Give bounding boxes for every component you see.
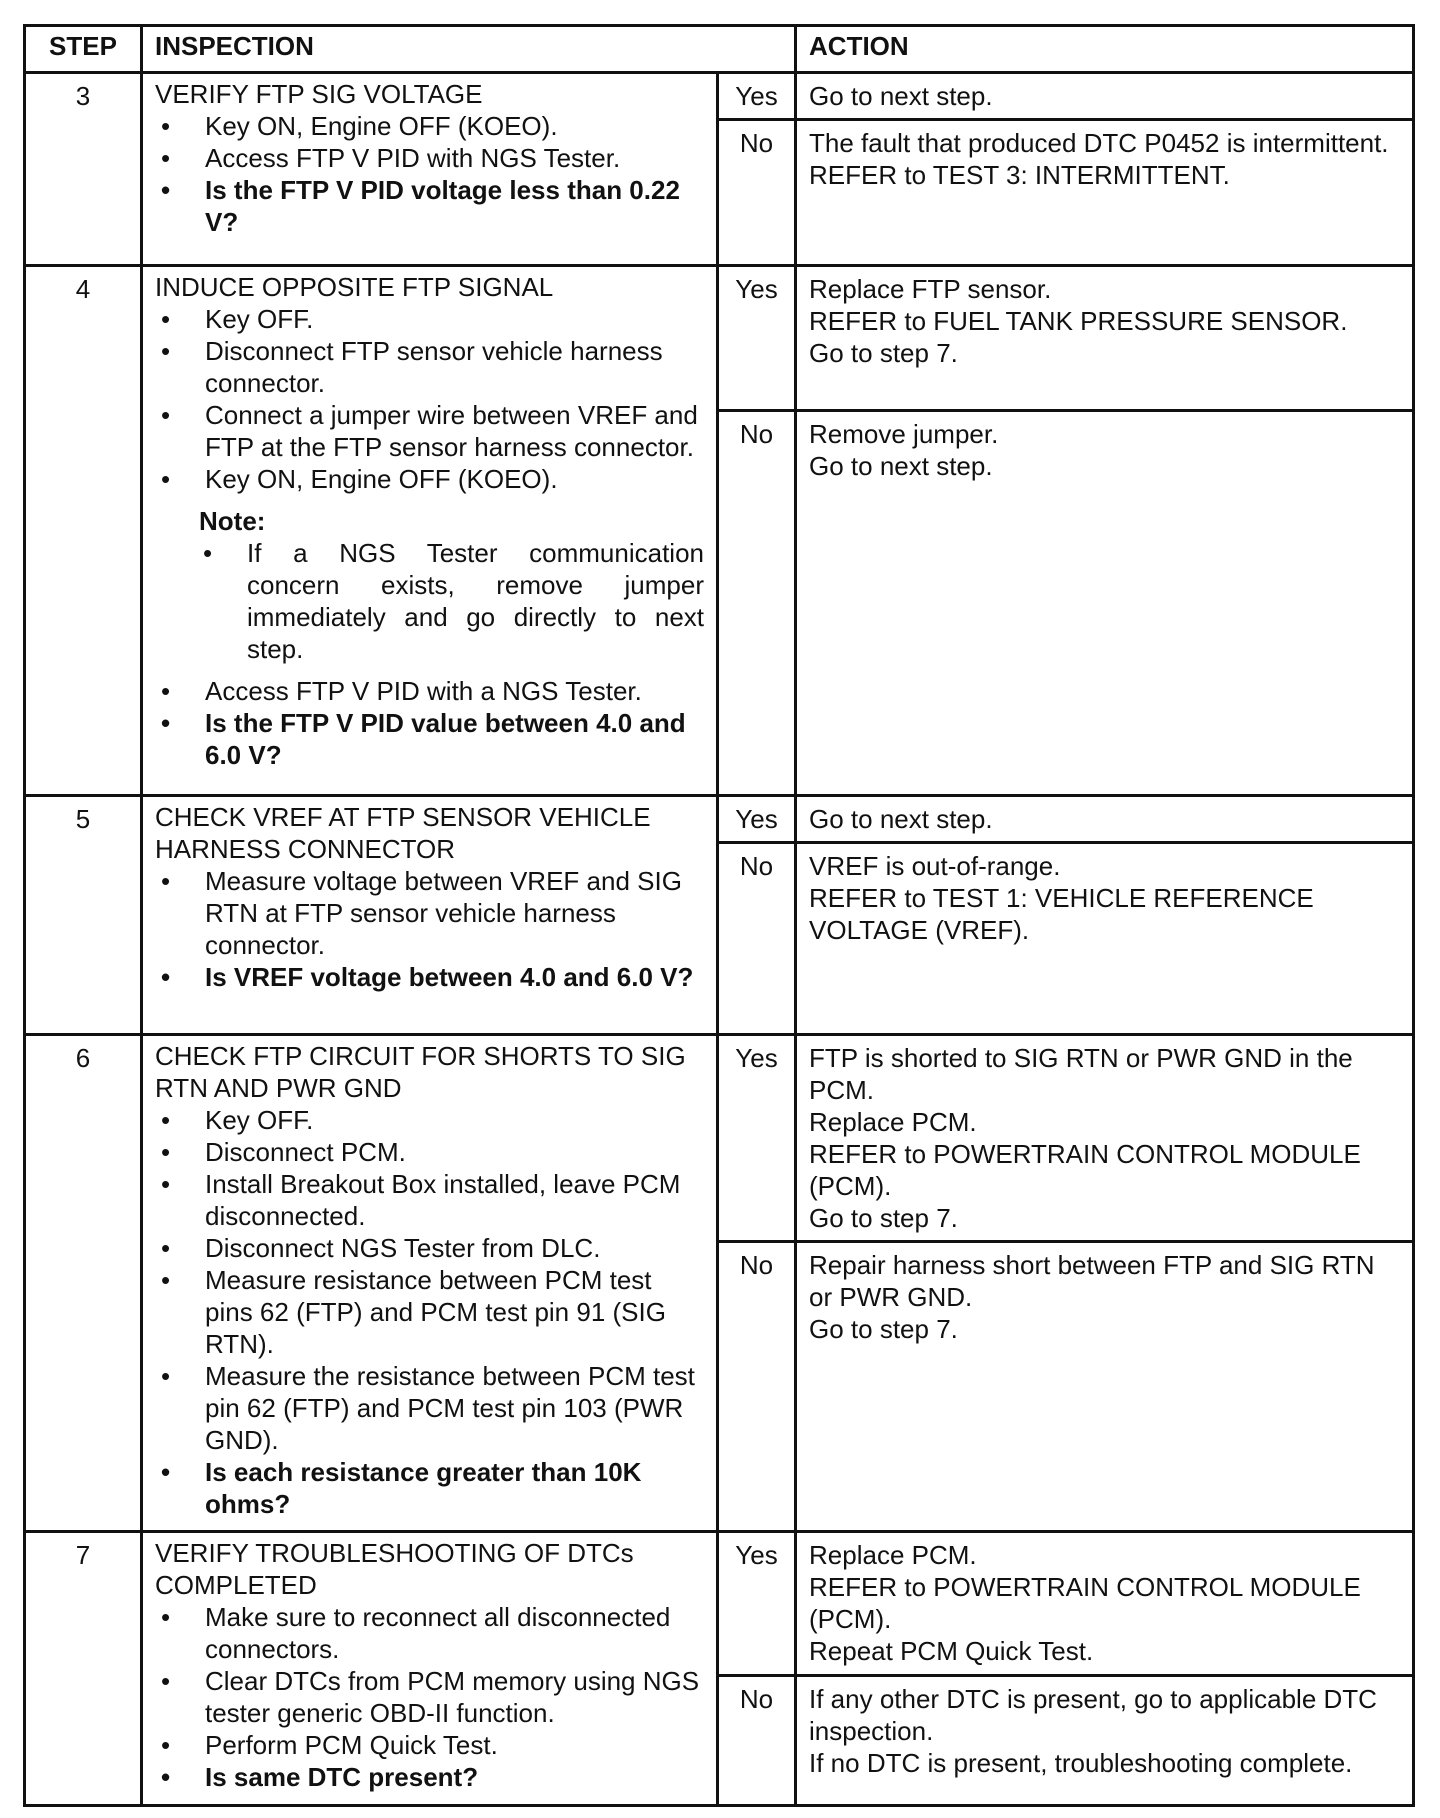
bullet-item: • Disconnect NGS Tester from DLC. [155, 1232, 704, 1264]
action-column-header: ACTION [796, 26, 1414, 73]
no-action [796, 1676, 1414, 1806]
no-action [796, 120, 1414, 266]
action-line: Go to step 7. [809, 338, 958, 368]
step-4-yes-row [25, 266, 1414, 411]
step-number: 3 [25, 73, 142, 266]
bullet-item: • Measure resistance between PCM test pins 62 (FTP) and PCM test pin 91 (SIG RTN). [155, 1264, 704, 1360]
action-line: Go to next step. [809, 451, 993, 481]
step-question: • Is the FTP V PID voltage less than 0.22 V? [155, 174, 704, 238]
bullet-list [155, 303, 704, 495]
step-question: • Is same DTC present? [155, 1761, 704, 1793]
no-action [796, 411, 1414, 796]
bullet-item: • Key OFF. [155, 1104, 704, 1136]
action-line: REFER to TEST 1: VEHICLE REFERENCE VOLTAGE (VREF). [809, 883, 1314, 945]
no-action [796, 843, 1414, 1035]
note-bullet-item: • If a NGS Tester communication concern exists, remove jumper immediately and go directly to next step. [199, 537, 704, 665]
bullet-item: • Key ON, Engine OFF (KOEO). [155, 463, 704, 495]
step-title: CHECK VREF AT FTP SENSOR VEHICLE HARNESS CONNECTOR [155, 802, 651, 864]
action-line: Go to next step. [809, 804, 993, 834]
inspection-column-header: INSPECTION [142, 26, 796, 73]
bullet-item: • Disconnect PCM. [155, 1136, 704, 1168]
bullet-item: • Key OFF. [155, 303, 704, 335]
step-6-yes-row [25, 1035, 1414, 1242]
bullet-item: • Access FTP V PID with a NGS Tester. [155, 675, 704, 707]
action-line: Go to step 7. [809, 1314, 958, 1344]
bullet-item: • Measure voltage between VREF and SIG RTN at FTP sensor vehicle harness connector. [155, 865, 704, 961]
step-4-group [25, 266, 1414, 796]
inspection-cell [142, 1532, 718, 1806]
bullet-item: • Measure the resistance between PCM test pin 62 (FTP) and PCM test pin 103 (PWR GND). [155, 1360, 704, 1456]
bullet-list [155, 675, 704, 771]
bullet-item: • Install Breakout Box installed, leave PCM disconnected. [155, 1168, 704, 1232]
step-title: CHECK FTP CIRCUIT FOR SHORTS TO SIG RTN AND PWR GND [155, 1041, 686, 1103]
header-row [25, 26, 1414, 73]
step-number: 7 [25, 1532, 142, 1806]
yes-label: Yes [718, 73, 796, 120]
bullet-list [155, 1601, 704, 1793]
bullet-item: • Clear DTCs from PCM memory using NGS tester generic OBD-II function. [155, 1665, 704, 1729]
bullet-item: • Perform PCM Quick Test. [155, 1729, 704, 1761]
no-label: No [718, 843, 796, 1035]
no-label: No [718, 120, 796, 266]
yes-action [796, 266, 1414, 411]
action-line: Repair harness short between FTP and SIG RTN or PWR GND. [809, 1250, 1375, 1312]
action-line: Go to next step. [809, 81, 993, 111]
no-label: No [718, 411, 796, 796]
no-action [796, 1242, 1414, 1532]
yes-action [796, 73, 1414, 120]
step-question: • Is VREF voltage between 4.0 and 6.0 V? [155, 961, 704, 993]
yes-action [796, 1532, 1414, 1676]
yes-action [796, 1035, 1414, 1242]
step-question: • Is the FTP V PID value between 4.0 and 6.0 V? [155, 707, 704, 771]
step-title: VERIFY TROUBLESHOOTING OF DTCs COMPLETED [155, 1538, 634, 1600]
step-column-header: STEP [25, 26, 142, 73]
bullet-item: • Make sure to reconnect all disconnected connectors. [155, 1601, 704, 1665]
action-line: REFER to TEST 3: INTERMITTENT. [809, 160, 1230, 190]
bullet-item: • Access FTP V PID with NGS Tester. [155, 142, 704, 174]
yes-label: Yes [718, 796, 796, 843]
step-3-yes-row [25, 73, 1414, 120]
inspection-cell [142, 1035, 718, 1532]
action-line: REFER to POWERTRAIN CONTROL MODULE (PCM). [809, 1139, 1361, 1201]
bullet-item: • Key ON, Engine OFF (KOEO). [155, 110, 704, 142]
bullet-list [155, 865, 704, 993]
action-line: Remove jumper. [809, 419, 999, 449]
action-line: Repeat PCM Quick Test. [809, 1636, 1094, 1666]
step-title: VERIFY FTP SIG VOLTAGE [155, 79, 483, 109]
step-title: INDUCE OPPOSITE FTP SIGNAL [155, 272, 554, 302]
step-3-group [25, 73, 1414, 266]
action-line: REFER to POWERTRAIN CONTROL MODULE (PCM). [809, 1572, 1361, 1634]
bullet-list [155, 110, 704, 238]
action-line: FTP is shorted to SIG RTN or PWR GND in the PCM. [809, 1043, 1353, 1105]
action-line: If any other DTC is present, go to applicable DTC inspection. [809, 1684, 1377, 1746]
action-line: The fault that produced DTC P0452 is intermittent. [809, 128, 1389, 158]
bullet-item: • Disconnect FTP sensor vehicle harness connector. [155, 335, 704, 399]
step-number: 4 [25, 266, 142, 796]
inspection-cell [142, 73, 718, 266]
step-5-yes-row [25, 796, 1414, 843]
yes-label: Yes [718, 1035, 796, 1242]
yes-label: Yes [718, 266, 796, 411]
bullet-list [155, 1104, 704, 1520]
step-question: • Is each resistance greater than 10K ohms? [155, 1456, 704, 1520]
action-line: If no DTC is present, troubleshooting complete. [809, 1748, 1353, 1778]
no-label: No [718, 1242, 796, 1532]
action-line: Replace PCM. [809, 1107, 977, 1137]
yes-label: Yes [718, 1532, 796, 1676]
diagnostic-procedure-table [23, 24, 1415, 1807]
action-line: Replace FTP sensor. [809, 274, 1052, 304]
inspection-cell [142, 266, 718, 796]
action-line: REFER to FUEL TANK PRESSURE SENSOR. [809, 306, 1348, 336]
step-number: 5 [25, 796, 142, 1035]
action-line: Replace PCM. [809, 1540, 977, 1570]
inspection-cell [142, 796, 718, 1035]
note-block [199, 505, 704, 665]
step-number: 6 [25, 1035, 142, 1532]
step-7-yes-row [25, 1532, 1414, 1676]
step-5-group [25, 796, 1414, 1035]
no-label: No [718, 1676, 796, 1806]
note-bullet-list [199, 537, 704, 665]
action-line: VREF is out-of-range. [809, 851, 1061, 881]
step-6-group [25, 1035, 1414, 1532]
step-7-group [25, 1532, 1414, 1806]
note-label: Note: [199, 506, 266, 536]
action-line: Go to step 7. [809, 1203, 958, 1233]
yes-action [796, 796, 1414, 843]
bullet-item: • Connect a jumper wire between VREF and FTP at the FTP sensor harness connector. [155, 399, 704, 463]
